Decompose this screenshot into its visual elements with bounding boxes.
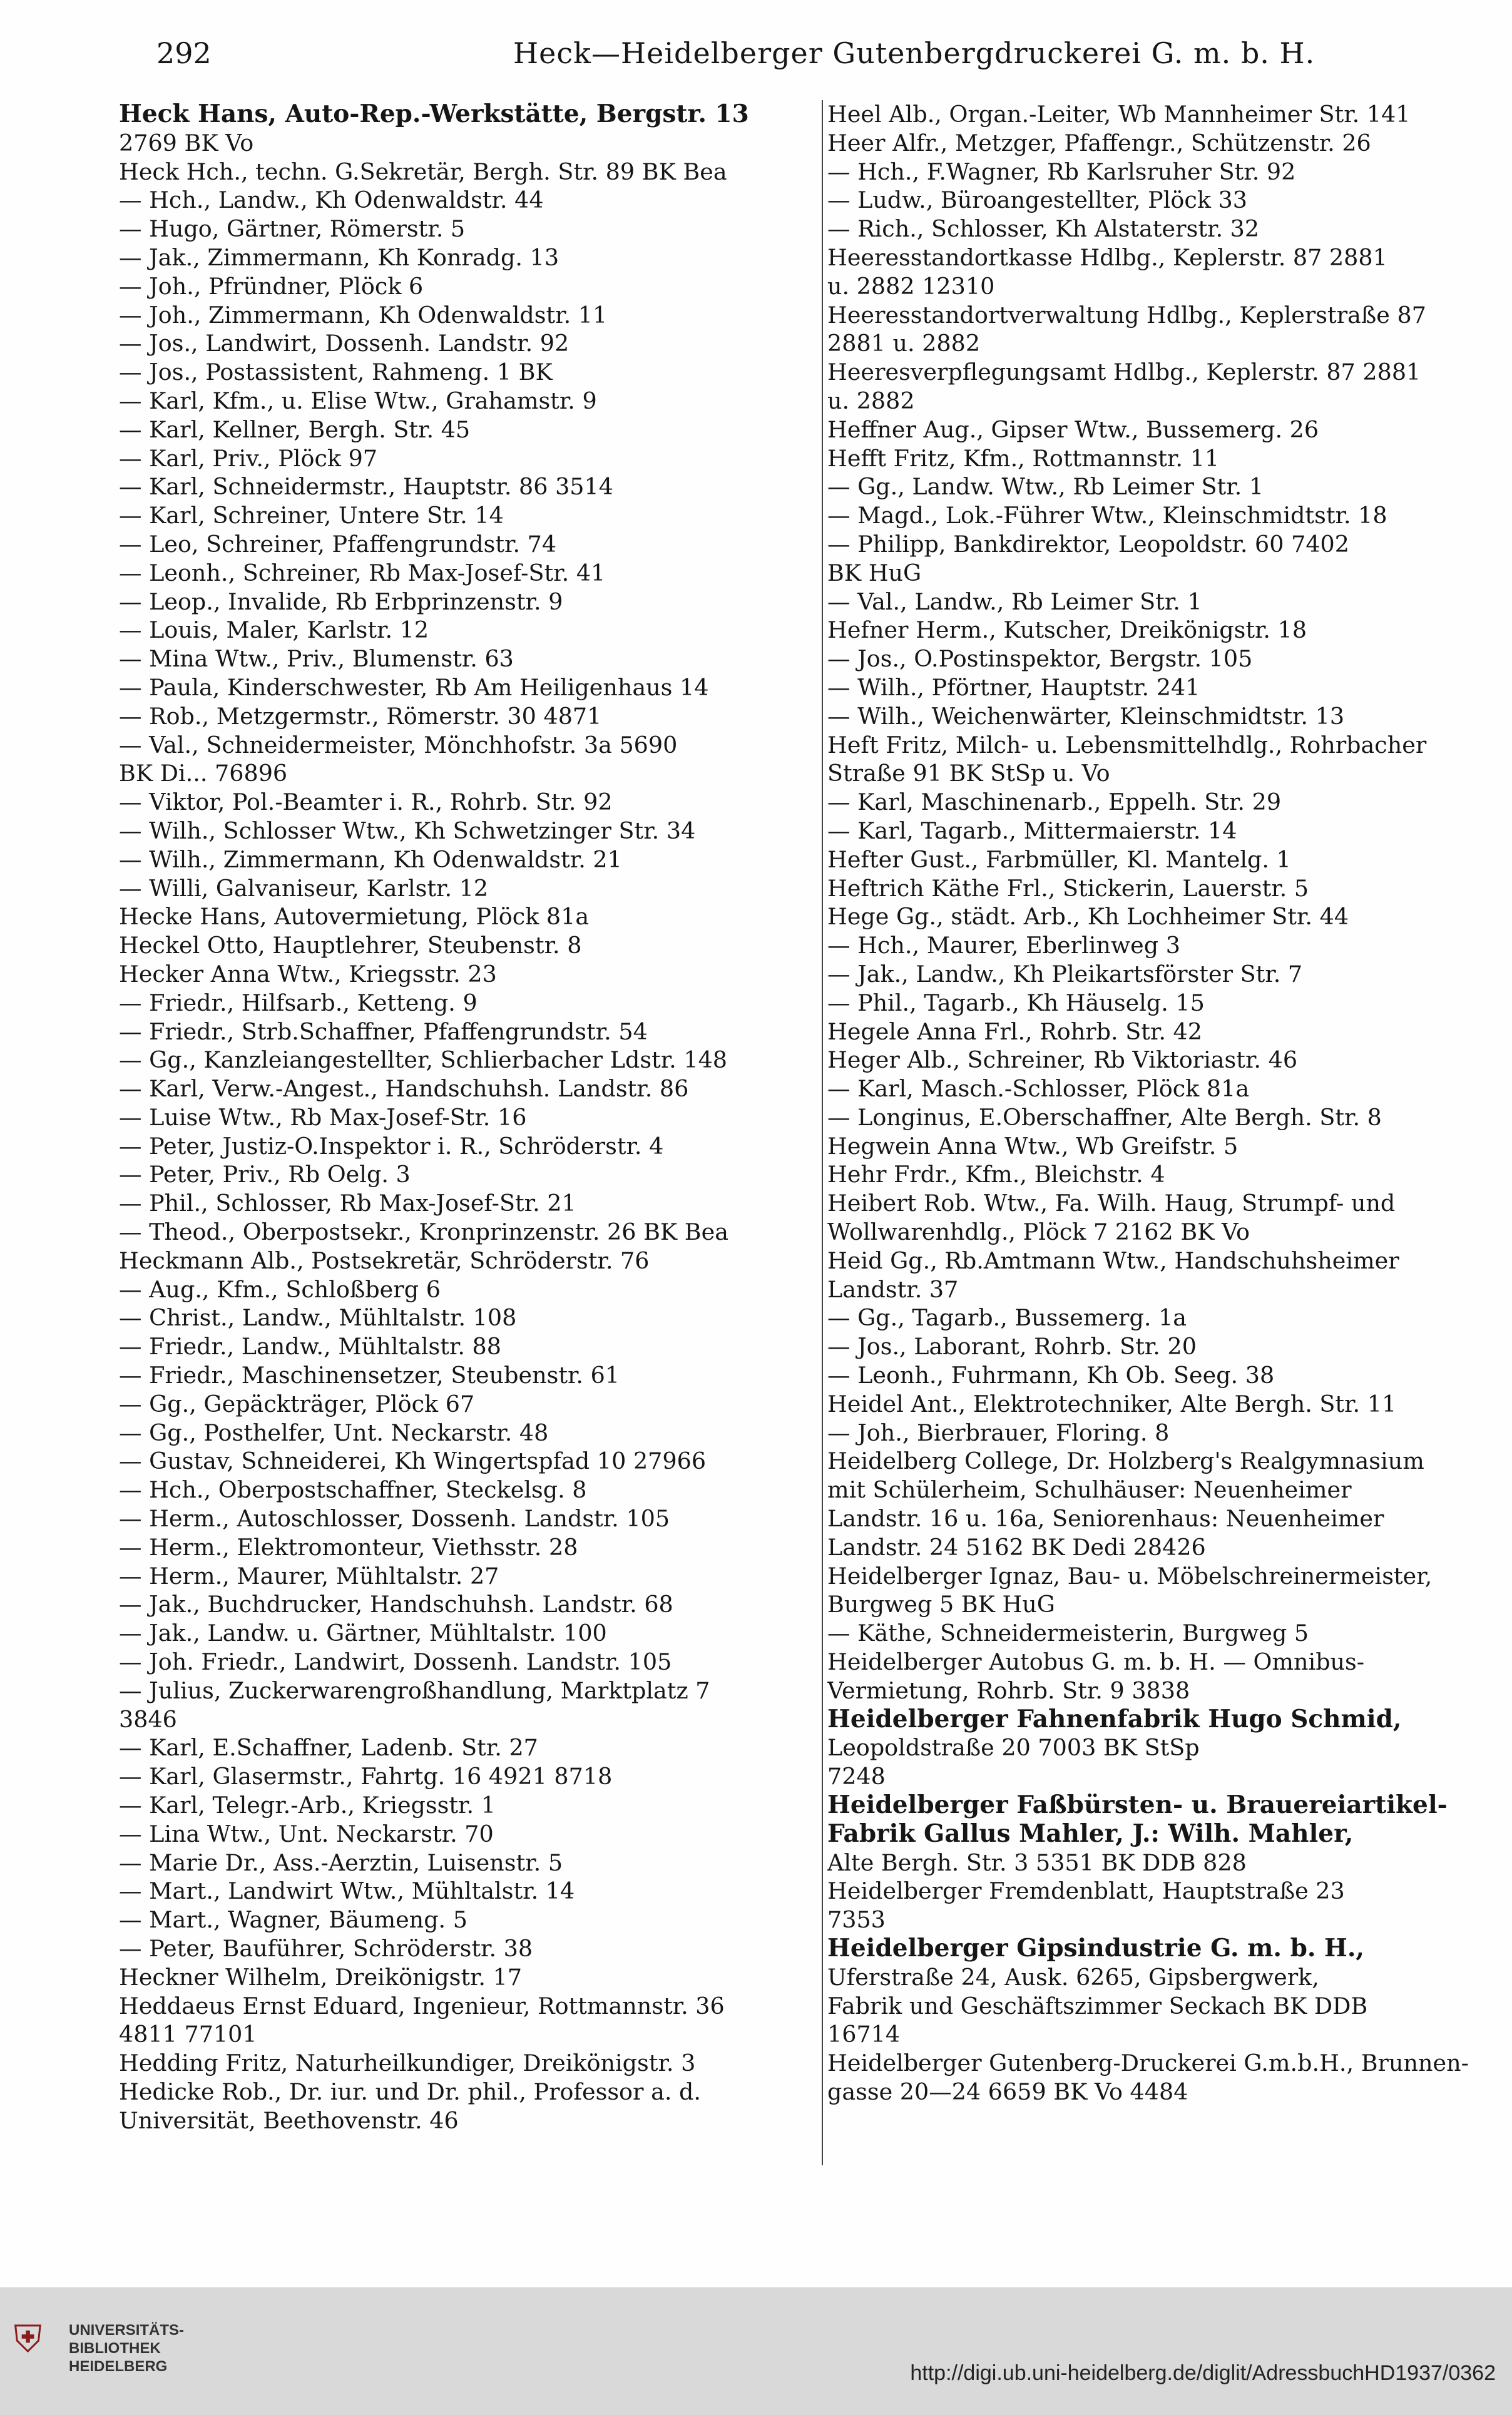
directory-entry: — Wilh., Zimmermann, Kh Odenwaldstr. 21	[119, 845, 622, 873]
directory-entry: — Lina Wtw., Unt. Neckarstr. 70	[119, 1820, 494, 1847]
directory-entry: — Jak., Zimmermann, Kh Konradg. 13	[119, 243, 559, 271]
directory-entry: — Joh. Friedr., Landwirt, Dossenh. Landstr. 105	[119, 1648, 672, 1676]
directory-entry: — Jos., Landwirt, Dossenh. Landstr. 92	[119, 330, 570, 357]
directory-entry: — Joh., Zimmermann, Kh Odenwaldstr. 11	[119, 301, 608, 329]
directory-entry: — Karl, Telegr.-Arb., Kriegsstr. 1	[119, 1792, 496, 1819]
directory-entry: BK Di... 76896	[119, 760, 288, 787]
directory-entry: Burgweg 5 BK HuG	[827, 1591, 1055, 1618]
directory-entry: — Hch., F.Wagner, Rb Karlsruher Str. 92	[827, 158, 1296, 185]
directory-entry: — Friedr., Landw., Mühltalstr. 88	[119, 1333, 502, 1361]
directory-entry: — Herm., Elektromonteur, Viethsstr. 28	[119, 1533, 578, 1561]
directory-entry: — Karl, E.Schaffner, Ladenb. Str. 27	[119, 1734, 538, 1762]
directory-entry: — Magd., Lok.-Führer Wtw., Kleinschmidtstr. 18	[827, 502, 1387, 529]
directory-entry: — Gg., Posthelfer, Unt. Neckarstr. 48	[119, 1419, 549, 1446]
directory-entry: Uferstraße 24, Ausk. 6265, Gipsbergwerk,	[827, 1963, 1319, 1991]
directory-entry: Leopoldstraße 20 7003 BK StSp	[827, 1734, 1200, 1762]
shield-icon: ⛨	[14, 2317, 42, 2361]
directory-entry: Heidelberger Fremdenblatt, Hauptstraße 23	[827, 1877, 1345, 1905]
directory-entry: 3846	[119, 1705, 177, 1733]
directory-entry: — Gg., Gepäckträger, Plöck 67	[119, 1390, 475, 1417]
directory-entry: Heftrich Käthe Frl., Stickerin, Lauerstr. 5	[827, 874, 1309, 902]
directory-entry: Heft Fritz, Milch- u. Lebensmittelhdlg., Rohrbacher	[827, 731, 1427, 758]
directory-entry: — Christ., Landw., Mühltalstr. 108	[119, 1304, 517, 1332]
directory-entry: Hefft Fritz, Kfm., Rottmannstr. 11	[827, 444, 1220, 472]
directory-entry: — Karl, Glasermstr., Fahrtg. 16 4921 8718	[119, 1763, 613, 1790]
directory-entry: Heckner Wilhelm, Dreikönigstr. 17	[119, 1963, 523, 1991]
directory-entry: — Herm., Autoschlosser, Dossenh. Landstr. 105	[119, 1505, 670, 1533]
directory-entry: — Phil., Tagarb., Kh Häuselg. 15	[827, 989, 1205, 1016]
directory-entry: Hecker Anna Wtw., Kriegsstr. 23	[119, 960, 497, 988]
directory-entry: 7353	[827, 1906, 886, 1934]
directory-entry: — Jak., Landw. u. Gärtner, Mühltalstr. 100	[119, 1620, 607, 1647]
directory-entry: Vermietung, Rohrb. Str. 9 3838	[827, 1677, 1190, 1704]
directory-entry: Heer Alfr., Metzger, Pfaffengr., Schützenstr. 26	[827, 129, 1371, 156]
directory-entry: Hegwein Anna Wtw., Wb Greifstr. 5	[827, 1132, 1239, 1160]
directory-entry: — Joh., Pfründner, Plöck 6	[119, 272, 424, 300]
logo-line: BIBLIOTHEK	[69, 2340, 161, 2357]
directory-entry: Hefner Herm., Kutscher, Dreikönigstr. 18	[827, 616, 1307, 644]
directory-entry: u. 2882 12310	[827, 272, 995, 300]
directory-entry: — Louis, Maler, Karlstr. 12	[119, 616, 429, 644]
directory-entry: — Leonh., Fuhrmann, Kh Ob. Seeg. 38	[827, 1362, 1275, 1389]
library-logo[interactable]	[14, 2317, 42, 2361]
directory-entry: Heidelberger Gipsindustrie G. m. b. H.,	[827, 1934, 1364, 1963]
directory-entry: — Jos., Postassistent, Rahmeng. 1 BK	[119, 359, 553, 386]
directory-entry: Heibert Rob. Wtw., Fa. Wilh. Haug, Strumpf- und	[827, 1190, 1396, 1217]
directory-entry: — Friedr., Hilfsarb., Ketteng. 9	[119, 989, 478, 1016]
directory-entry: — Longinus, E.Oberschaffner, Alte Bergh. Str. 8	[827, 1103, 1382, 1131]
directory-entry: — Hch., Oberpostschaffner, Steckelsg. 8	[119, 1476, 587, 1504]
footer-bar	[0, 2287, 1512, 2415]
directory-entry: BK HuG	[827, 559, 922, 586]
directory-entry: — Karl, Maschinenarb., Eppelh. Str. 29	[827, 789, 1282, 816]
directory-entry: — Joh., Bierbrauer, Floring. 8	[827, 1419, 1170, 1446]
directory-entry: — Karl, Kfm., u. Elise Wtw., Grahamstr. 9	[119, 387, 597, 414]
directory-entry: — Wilh., Pförtner, Hauptstr. 241	[827, 673, 1200, 701]
directory-entry: Hefter Gust., Farbmüller, Kl. Mantelg. 1	[827, 845, 1291, 873]
directory-entry: — Leonh., Schreiner, Rb Max-Josef-Str. 41	[119, 559, 606, 586]
library-name	[69, 2321, 184, 2376]
logo-line: HEIDELBERG	[69, 2358, 168, 2375]
directory-entry: 4811 77101	[119, 2021, 257, 2048]
directory-entry: Heidelberger Ignaz, Bau- u. Möbelschreinermeister,	[827, 1562, 1433, 1590]
directory-entry: Hehr Frdr., Kfm., Bleichstr. 4	[827, 1161, 1165, 1188]
directory-entry: — Hugo, Gärtner, Römerstr. 5	[119, 215, 466, 243]
page-header	[156, 36, 1496, 80]
directory-entry: Heeresverpflegungsamt Hdlbg., Keplerstr. 87 2881	[827, 359, 1421, 386]
directory-entry: — Paula, Kinderschwester, Rb Am Heiligenhaus 14	[119, 673, 709, 701]
directory-entry: mit Schülerheim, Schulhäuser: Neuenheimer	[827, 1476, 1352, 1504]
directory-entry: — Mart., Landwirt Wtw., Mühltalstr. 14	[119, 1877, 575, 1905]
directory-entry: — Karl, Priv., Plöck 97	[119, 444, 378, 472]
directory-entry: u. 2882	[827, 387, 915, 414]
directory-entry: — Karl, Schneidermstr., Hauptstr. 86 3514	[119, 473, 613, 501]
directory-entry: — Theod., Oberpostsekr., Kronprinzenstr. 26 BK Bea	[119, 1218, 728, 1246]
directory-entry: — Jos., O.Postinspektor, Bergstr. 105	[827, 645, 1253, 673]
directory-entry: 16714	[827, 2021, 901, 2048]
directory-entry: Landstr. 24 5162 BK Dedi 28426	[827, 1533, 1206, 1561]
directory-entry: — Hch., Landw., Kh Odenwaldstr. 44	[119, 186, 544, 214]
directory-entry: — Leop., Invalide, Rb Erbprinzenstr. 9	[119, 588, 563, 615]
directory-entry: — Karl, Schreiner, Untere Str. 14	[119, 502, 504, 529]
directory-entry: — Julius, Zuckerwarengroßhandlung, Marktplatz 7	[119, 1677, 710, 1704]
directory-entry: — Gg., Landw. Wtw., Rb Leimer Str. 1	[827, 473, 1264, 501]
directory-entry: Hegele Anna Frl., Rohrb. Str. 42	[827, 1018, 1203, 1045]
directory-entry: — Leo, Schreiner, Pfaffengrundstr. 74	[119, 530, 557, 558]
directory-entry: — Aug., Kfm., Schloßberg 6	[119, 1275, 441, 1303]
running-head: Heck—Heidelberger Gutenbergdruckerei G. m. b. H.	[513, 36, 1315, 70]
directory-entry: — Marie Dr., Ass.-Aerztin, Luisenstr. 5	[119, 1849, 563, 1876]
directory-entry: — Karl, Kellner, Bergh. Str. 45	[119, 416, 471, 443]
directory-entry: Hecke Hans, Autovermietung, Plöck 81a	[119, 903, 590, 931]
directory-entry: Heid Gg., Rb.Amtmann Wtw., Handschuhsheimer	[827, 1247, 1399, 1274]
directory-entry: Hedding Fritz, Naturheilkundiger, Dreikönigstr. 3	[119, 2050, 696, 2077]
directory-entry: Hedicke Rob., Dr. iur. und Dr. phil., Professor a. d.	[119, 2078, 702, 2105]
directory-entry: — Friedr., Maschinensetzer, Steubenstr. 61	[119, 1362, 620, 1389]
directory-entry: Heeresstandortkasse Hdlbg., Keplerstr. 87 2881	[827, 243, 1387, 271]
directory-entry: Heddaeus Ernst Eduard, Ingenieur, Rottmannstr. 36	[119, 1992, 725, 2019]
directory-entry: Heckmann Alb., Postsekretär, Schröderstr. 76	[119, 1247, 650, 1274]
directory-entry: — Val., Landw., Rb Leimer Str. 1	[827, 588, 1202, 615]
directory-entry: — Peter, Priv., Rb Oelg. 3	[119, 1161, 411, 1188]
directory-entry: Alte Bergh. Str. 3 5351 BK DDB 828	[827, 1849, 1247, 1876]
left-column	[119, 100, 821, 2190]
directory-entry: — Gg., Tagarb., Bussemerg. 1a	[827, 1304, 1187, 1332]
directory-entry: — Viktor, Pol.-Beamter i. R., Rohrb. Str. 92	[119, 789, 613, 816]
logo-line: UNIVERSITÄTS-	[69, 2322, 185, 2339]
directory-entry: Heidelberg College, Dr. Holzberg's Realgymnasium	[827, 1447, 1424, 1475]
directory-entry: Hege Gg., städt. Arb., Kh Lochheimer Str. 44	[827, 903, 1349, 931]
directory-entry: — Mart., Wagner, Bäumeng. 5	[119, 1906, 467, 1934]
directory-entry: — Rob., Metzgermstr., Römerstr. 30 4871	[119, 702, 602, 730]
directory-entry: — Käthe, Schneidermeisterin, Burgweg 5	[827, 1620, 1309, 1647]
column-divider	[822, 100, 823, 2165]
directory-entry: Heel Alb., Organ.-Leiter, Wb Mannheimer Str. 141	[827, 101, 1411, 128]
directory-entry: — Jak., Buchdrucker, Handschuhsh. Landstr. 68	[119, 1591, 673, 1618]
directory-entry: Heidelberger Autobus G. m. b. H. — Omnibus-	[827, 1648, 1365, 1676]
directory-entry: — Gg., Kanzleiangestellter, Schlierbacher Ldstr. 148	[119, 1046, 728, 1074]
directory-entry: Wollwarenhdlg., Plöck 7 2162 BK Vo	[827, 1218, 1250, 1246]
directory-entry: — Mina Wtw., Priv., Blumenstr. 63	[119, 645, 514, 673]
directory-entry: — Val., Schneidermeister, Mönchhofstr. 3a 5690	[119, 731, 678, 758]
directory-entry: 2769 BK Vo	[119, 129, 254, 156]
right-column	[827, 100, 1508, 2190]
page-number: 292	[156, 36, 212, 70]
directory-entry: Heidel Ant., Elektrotechniker, Alte Bergh. Str. 11	[827, 1390, 1397, 1417]
directory-entry: Heckel Otto, Hauptlehrer, Steubenstr. 8	[119, 932, 582, 959]
directory-entry: — Jak., Landw., Kh Pleikartsförster Str. 7	[827, 960, 1303, 988]
directory-entry: — Karl, Masch.-Schlosser, Plöck 81a	[827, 1075, 1250, 1103]
directory-entry: Landstr. 16 u. 16a, Seniorenhaus: Neuenheimer	[827, 1505, 1384, 1533]
directory-entry: — Peter, Bauführer, Schröderstr. 38	[119, 1935, 533, 1962]
directory-entry: Universität, Beethovenstr. 46	[119, 2106, 459, 2134]
directory-entry: Landstr. 37	[827, 1275, 959, 1303]
directory-entry: — Ludw., Büroangestellter, Plöck 33	[827, 186, 1247, 214]
directory-entry: Heidelberger Fahnenfabrik Hugo Schmid,	[827, 1705, 1402, 1733]
directory-entry: — Hch., Maurer, Eberlinweg 3	[827, 932, 1180, 959]
directory-entry: — Willi, Galvaniseur, Karlstr. 12	[119, 874, 489, 902]
directory-entry: 7248	[827, 1763, 886, 1790]
directory-entry: Heidelberger Faßbürsten- u. Brauereiartikel-	[827, 1791, 1448, 1820]
directory-entry: Fabrik Gallus Mahler, J.: Wilh. Mahler,	[827, 1819, 1354, 1848]
directory-entry: — Wilh., Schlosser Wtw., Kh Schwetzinger Str. 34	[119, 817, 696, 844]
directory-entry: Heffner Aug., Gipser Wtw., Bussemerg. 26	[827, 416, 1319, 443]
directory-entry: — Jos., Laborant, Rohrb. Str. 20	[827, 1333, 1197, 1361]
directory-entry: — Karl, Verw.-Angest., Handschuhsh. Landstr. 86	[119, 1075, 689, 1103]
directory-entry: Fabrik und Geschäftszimmer Seckach BK DDB	[827, 1992, 1368, 2019]
directory-entry: — Herm., Maurer, Mühltalstr. 27	[119, 1562, 499, 1590]
directory-entry: Heeresstandortverwaltung Hdlbg., Keplerstraße 87	[827, 301, 1426, 329]
directory-entry: — Karl, Tagarb., Mittermaierstr. 14	[827, 817, 1237, 844]
directory-entry: Heger Alb., Schreiner, Rb Viktoriastr. 46	[827, 1046, 1298, 1074]
source-url[interactable]: http://digi.ub.uni-heidelberg.de/diglit/AdressbuchHD1937/0362	[910, 2361, 1496, 2385]
directory-entry: — Phil., Schlosser, Rb Max-Josef-Str. 21	[119, 1190, 576, 1217]
directory-entry: — Rich., Schlosser, Kh Alstaterstr. 32	[827, 215, 1260, 243]
directory-entry: Heck Hans, Auto-Rep.-Werkstätte, Bergstr. 13	[119, 100, 749, 128]
directory-entry: — Peter, Justiz-O.Inspektor i. R., Schröderstr. 4	[119, 1132, 664, 1160]
directory-entry: — Philipp, Bankdirektor, Leopoldstr. 60 7402	[827, 530, 1349, 558]
directory-entry: 2881 u. 2882	[827, 330, 981, 357]
directory-entry: Heck Hch., techn. G.Sekretär, Bergh. Str. 89 BK Bea	[119, 158, 727, 185]
directory-entry: — Luise Wtw., Rb Max-Josef-Str. 16	[119, 1103, 527, 1131]
directory-entry: Heidelberger Gutenberg-Druckerei G.m.b.H., Brunnen-	[827, 2050, 1469, 2077]
directory-entry: — Friedr., Strb.Schaffner, Pfaffengrundstr. 54	[119, 1018, 648, 1045]
directory-entry: — Wilh., Weichenwärter, Kleinschmidtstr. 13	[827, 702, 1345, 730]
directory-entry: — Gustav, Schneiderei, Kh Wingertspfad 10 27966	[119, 1447, 707, 1475]
directory-entry: Straße 91 BK StSp u. Vo	[827, 760, 1110, 787]
directory-entry: gasse 20—24 6659 BK Vo 4484	[827, 2078, 1188, 2105]
